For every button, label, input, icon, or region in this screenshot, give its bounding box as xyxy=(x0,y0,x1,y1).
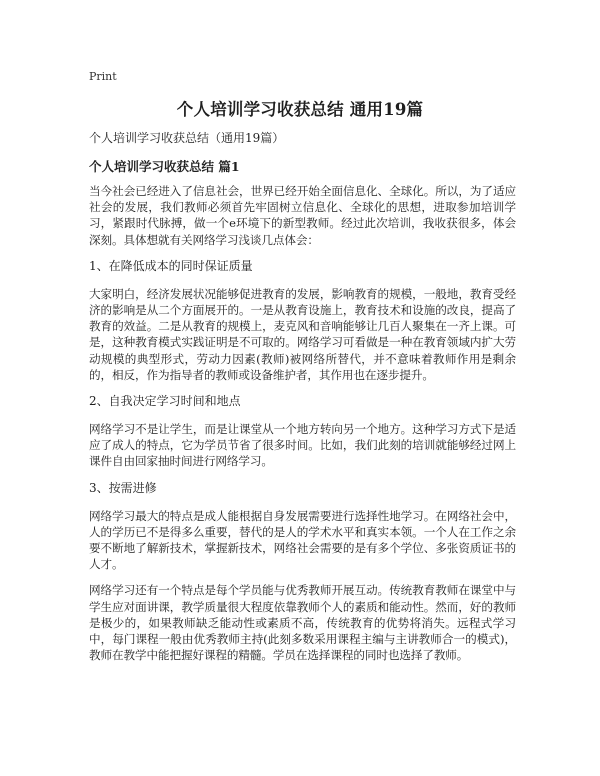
document-subtitle: 个人培训学习收获总结（通用19篇） xyxy=(89,131,285,145)
print-link[interactable]: Print xyxy=(89,70,117,83)
section-heading: 个人培训学习收获总结 篇1 xyxy=(89,159,240,174)
point3-paragraph-1: 网络学习最大的特点是成人能根据自身发展需要进行选择性地学习。在网络社会中，人的学历已不是得多么重要，替代的是人的学术水平和真实本领。一个人在工作之余要不断地了解新技术，掌握新技术，网络社会需要的是有多个学位、多张资质证书的人才。 xyxy=(89,508,516,572)
point1-paragraph: 大家明白，经济发展状况能够促进教育的发展，影响教育的规模，一般地，教育受经济的影响是从二个方面展开的。一是从教育设施上，教育技术和设施的改良，提高了教育的效益。二是从教育的规模上，麦克风和音响能够让几百人聚集在一齐上课。可是，这种教育模式实践证明是不可取的。网络学习可看做是一种在教育领域内扩大劳动规模的典型形式，劳动力因素(教师)被网络所替代，并不意味着教师作用是剩余的，相反，作为指导者的教师或设备维护者，其作用也在逐步提升。 xyxy=(89,286,516,382)
point3-paragraph-2: 网络学习还有一个特点是每个学员能与优秀教师开展互动。传统教育教师在课堂中与学生应对面讲课，教学质量很大程度依靠教师个人的素质和能动性。然而，好的教师是极少的，如果教师缺乏能动性或素质不高，传统教育的优势将消失。远程式学习中，每门课程一般由优秀教师主持(此刻多数采用课程主编与主讲教师合一的模式)，教师在教学中能把握好课程的精髓。学员在选择课程的同时也选择了教师。 xyxy=(89,583,516,663)
document-title: 个人培训学习收获总结 通用19篇 xyxy=(176,100,424,119)
point3-heading: 3、按需进修 xyxy=(89,480,157,495)
document-body xyxy=(89,130,516,673)
point2-paragraph: 网络学习不是让学生，而是让课堂从一个地方转向另一个地方。这种学习方式下是适应了成人的特点，它为学员节省了很多时间。比如，我们此刻的培训就能够经过网上课件自由回家抽时间进行网络学习。 xyxy=(89,422,516,469)
point2-heading: 2、自我决定学习时间和地点 xyxy=(89,394,241,409)
point1-heading: 1、在降低成本的同时保证质量 xyxy=(89,258,253,273)
intro-paragraph: 当今社会已经进入了信息社会，世界已经开始全面信息化、全球化。所以，为了适应社会的发展，我们教师必须首先牢固树立信息化、全球化的思想，进取参加培训学习，紧跟时代脉搏，做一个e环境下的新型教师。经过此次培训，我收获很多，体会深刻。具体想就有关网络学习浅谈几点体会： xyxy=(89,184,516,247)
